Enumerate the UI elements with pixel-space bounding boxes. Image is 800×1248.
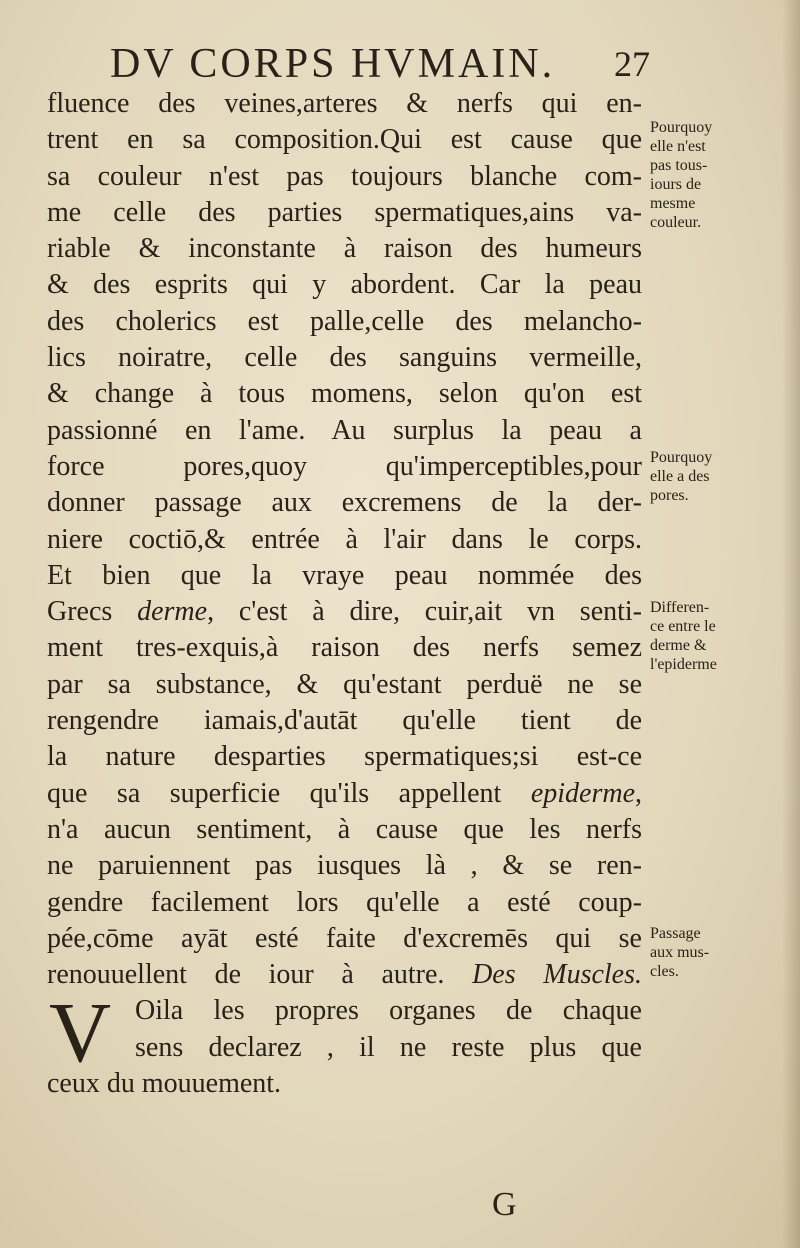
signature-mark: G — [492, 1186, 517, 1223]
text-line: renouuellent de iour à autre. — [47, 959, 445, 991]
margin-note-line: Pourquoy — [650, 119, 713, 136]
margin-note-line: elle n'est — [650, 138, 706, 155]
section-heading: Des Muscles. — [472, 959, 642, 991]
margin-note-line: aux mus- — [650, 944, 710, 961]
drop-cap: V — [49, 984, 112, 1081]
text-line: pée,cōme ayāt esté faite d'excremēs qui se — [47, 922, 642, 954]
italic-term: derme — [137, 596, 208, 628]
margin-note-line: l'epiderme — [650, 656, 717, 673]
margin-note-line: derme & — [650, 637, 707, 654]
margin-note-line: Pourquoy — [650, 449, 713, 466]
text-line: Et bien que la vraye peau nommée des — [47, 559, 642, 591]
margin-note — [650, 448, 770, 505]
text-line: ne paruiennent pas iusques là , & se ren- — [47, 850, 642, 882]
text-line: & change à tous momens, selon qu'on est — [47, 378, 642, 410]
margin-note-line: couleur. — [650, 214, 702, 231]
margin-note-line: Passage — [650, 925, 701, 942]
margin-note-line: elle a des — [650, 468, 710, 485]
margin-note-line: ce entre le — [650, 618, 716, 635]
text-line: des cholerics est palle,celle des melancho- — [47, 305, 642, 337]
page-header — [110, 36, 650, 92]
new-section — [47, 984, 642, 1102]
page-number: 27 — [614, 44, 650, 84]
text-line: lics noiratre, celle des sanguins vermeille, — [47, 342, 642, 374]
italic-term: epiderme — [530, 777, 635, 809]
margin-note — [650, 924, 770, 981]
text-line: Oila les propres organes de chaque — [135, 995, 642, 1027]
text-line: que sa superficie qu'ils appellent epiderme, — [47, 777, 642, 809]
text-line: riable & inconstante à raison des humeurs — [47, 233, 642, 265]
margin-note-line: mesme — [650, 195, 696, 212]
running-head: DV CORPS HVMAIN. — [110, 41, 556, 87]
margin-note-line: pores. — [650, 487, 689, 504]
text-line: niere coctiō,& entrée à l'air dans le corps. — [47, 523, 642, 555]
page-edge-shadow — [782, 0, 800, 1248]
text-line: donner passage aux excremens de la der- — [47, 487, 642, 519]
paragraph-end-line — [47, 957, 642, 993]
margin-note-line: iours de — [650, 176, 702, 193]
text-line: sens declarez , il ne reste plus que — [135, 1031, 642, 1063]
text-line: & des esprits qui y abordent. Car la peau — [47, 269, 642, 301]
text-line: sa couleur n'est pas toujours blanche com- — [47, 160, 642, 192]
text-line: me celle des parties spermatiques,ains va- — [47, 196, 642, 228]
text-line: fluence des veines,arteres & nerfs qui en- — [47, 88, 642, 119]
text-line: force pores,quoy qu'imperceptibles,pour — [47, 450, 642, 482]
text-line: n'a aucun sentiment, à cause que les nerfs — [47, 813, 642, 845]
text-line: rengendre iamais,d'autāt qu'elle tient de — [47, 705, 642, 737]
text-line: ment tres-exquis,à raison des nerfs semez — [47, 632, 642, 664]
margin-note-line: pas tous- — [650, 157, 708, 174]
text-line: ceux du mouuement. — [47, 1068, 282, 1100]
margin-note-line: Differen- — [650, 599, 710, 616]
main-text — [47, 86, 642, 1102]
text-line: gendre facilement lors qu'elle a esté coup- — [47, 886, 642, 918]
margin-note — [650, 118, 770, 232]
margin-note — [650, 598, 770, 674]
text-line: passionné en l'ame. Au surplus la peau a — [47, 414, 642, 446]
margin-note-line: cles. — [650, 963, 679, 980]
text-line: par sa substance, & qu'estant perduë ne se — [47, 668, 642, 700]
text-line: trent en sa composition.Qui est cause que — [47, 124, 642, 156]
text-line: Grecs derme, c'est à dire, cuir,ait vn senti- — [47, 596, 642, 628]
text-line: la nature desparties spermatiques;si est-ce — [47, 741, 642, 773]
